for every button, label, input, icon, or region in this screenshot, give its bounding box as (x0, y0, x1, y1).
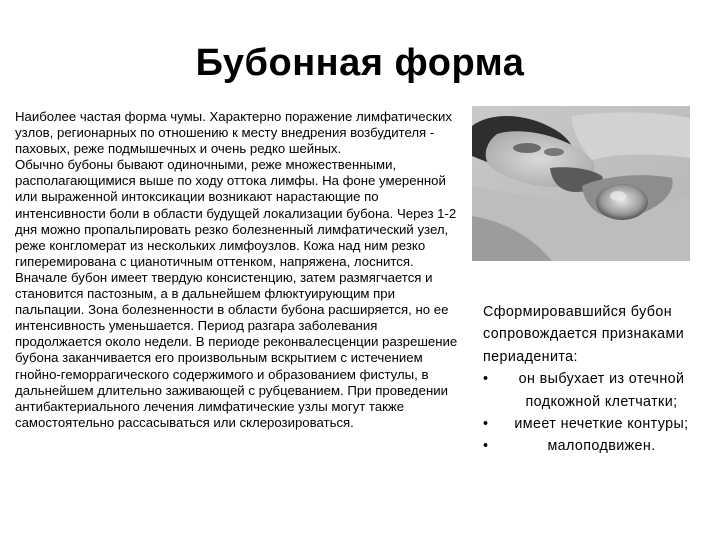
periadenitis-intro: Сформировавшийся бубон сопровождается признаками периаденита: (483, 304, 685, 365)
slide-title: Бубонная форма (195, 42, 525, 84)
patient-axillary-bubo-photo-icon (472, 106, 690, 261)
main-paragraph-2: Обычно бубоны бывают одиночными, реже множественными, располагающимися выше по ходу оттока лимфы. На фоне умеренной или выраженной интоксикации возникают нарастающие по интенсивности боли в области будущей локализации бубона. Через 1-2 дня можно пропальпировать резко болезненный лимфатический узел, реже конгломерат из нескольких лимфоузлов. Кожа над ним резко гиперемирована с цианотичным оттенком, напряжена, лоснится. (15, 157, 457, 269)
periadenitis-item: • малоподвижен. (483, 435, 698, 457)
main-paragraph-3: Вначале бубон имеет твердую консистенцию, затем размягчается и становится пастозным, а в дальнейшем флюктуирующим при пальпации. Зона болезненности в области бубона расширяется, но ее интенсивность уменьшается. Период разгара заболевания продолжается около недели. В периоде реконвалесценции разрешение бубона заканчивается его произвольным вскрытием с истечением гнойно-геморрагического содержимого и образованием фистулы, в дальнейшем длительно заживающей с рубцеванием. При проведении антибактериального лечения лимфатические узлы могут также самостоятельно рассасываться или склерозироваться. (15, 269, 458, 430)
periadenitis-item: • имеет нечеткие контуры; (483, 413, 698, 435)
main-paragraph-1: Наиболее частая форма чумы. Характерно поражение лимфатических узлов, регионарных по отношению к месту внедрения возбудителя - паховых, реже подмышечных и очень редко шейных. (15, 109, 452, 157)
periadenitis-item: • он выбухает из отечной подкожной клетчатки; (483, 368, 698, 413)
main-text-block (15, 109, 467, 431)
periadenitis-list (483, 368, 698, 458)
periadenitis-block (483, 301, 698, 458)
patient-photo (472, 106, 690, 261)
